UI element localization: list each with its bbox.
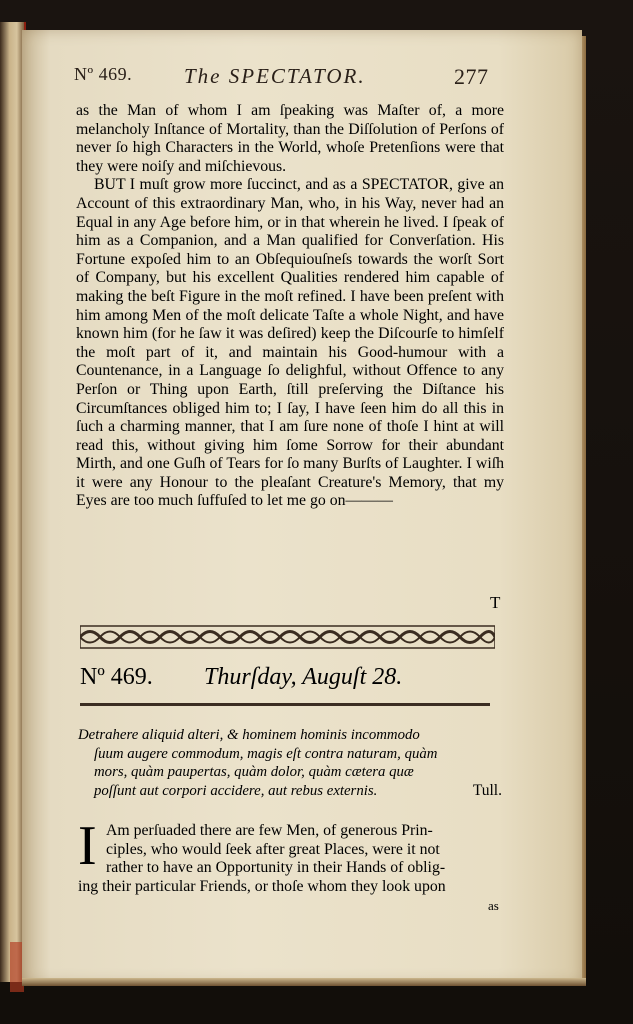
paragraph-2: BUT I muſt grow more ſuccinct, and as a SPECTATOR, give an Account of this extraordinary Man, who, in his Way, never had an Equal in any Age before him, or in that wherein he lived. I ſpeak of him as a Companion, and a Man qualified for Converſation. His Fortune expoſed him to an Obſequiouſneſs towards the worſt Sort of Company, but his excellent Qualities rendered him capable of making the beſt Figure in the moſt refined. I have been preſent with him among Men of the moſt delicate Taſte a whole Night, and have known him (for he ſaw it was deſired) keep the Diſcourſe to himſelf the moſt part of it, and maintain his Good-humour with a Countenance, in a Language ſo delighful, without Offence to any Perſon or Thing upon Earth, ſtill preſerving the Diſtance his Circumſtances obliged him to; I ſay, I have ſeen him do all this in ſuch a charming manner, that I am ſure none of thoſe I hint at will read this, without giving him ſome Sorrow for their abundant Mirth, and one Guſh of Tears for ſo many Burſts of Laughter. I wiſh it were any Honour to the pleaſant Creature's Memory, that my Eyes are too much ſuffuſed to let me go on——— [76, 176, 504, 510]
paragraph-1: as the Man of whom I am ſpeaking was Maſter of, a more melancholy Inſtance of Mortality, than the Diſſolution of Perſons of never ſo high Characters in the World, whoſe Pretenſions were that they were noiſy and miſchievous. [76, 102, 504, 175]
opening-line: rather to have an Opportunity in their Hands of oblig- [106, 859, 446, 877]
motto-attribution: Tull. [472, 781, 502, 799]
bottom-page-edge [22, 978, 586, 986]
issue-number: Nº 469. [80, 664, 153, 690]
opening-paragraph [78, 822, 502, 896]
drop-cap: I [78, 815, 97, 877]
catchword-t: T [490, 593, 501, 612]
issue-date: Thurſday, Auguſt 28. [204, 664, 403, 690]
motto-line: Detrahere aliquid alteri, & hominem hominis incommodo [78, 727, 420, 743]
running-header [56, 64, 502, 96]
latin-motto [78, 726, 502, 800]
motto-line: ſuum augere commodum, magis eſt contra naturam, quàm [94, 745, 438, 762]
issue-heading [80, 664, 500, 698]
motto-line: poſſunt aut corpori accidere, aut rebus externis. [94, 782, 378, 799]
header-title: The SPECTATOR. [184, 64, 366, 88]
motto-line: mors, quàm paupertas, quàm dolor, quàm cætera quæ [94, 764, 414, 781]
heading-rule [80, 703, 490, 706]
header-number: Nº 469. [74, 64, 133, 84]
opening-line: Am perſuaded there are few Men, of generous Prin- [106, 822, 433, 839]
catchword-as: as [488, 898, 499, 913]
opening-line: ciples, who would ſeek after great Places, were it not [106, 840, 440, 858]
body-text [76, 102, 504, 511]
page-number: 277 [454, 64, 489, 89]
opening-line: ing their particular Friends, or thoſe whom they look upon [78, 877, 446, 895]
ornamental-band [80, 624, 495, 650]
